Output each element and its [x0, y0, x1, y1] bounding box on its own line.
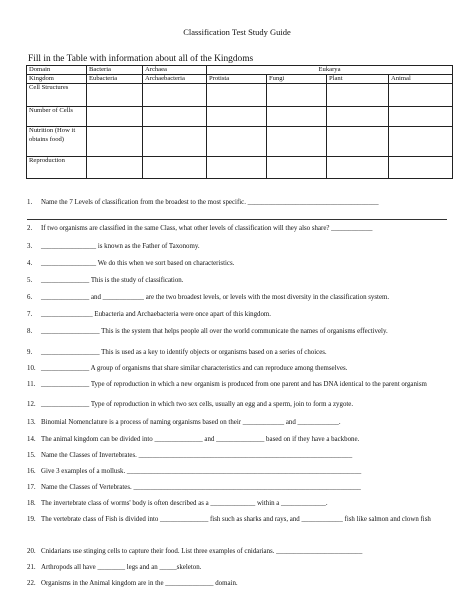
table-cell: Animal — [389, 75, 453, 84]
answer-cell[interactable] — [207, 127, 267, 157]
answer-cell[interactable] — [389, 84, 453, 107]
answer-line[interactable] — [27, 219, 447, 220]
question-number: 12. — [27, 401, 36, 408]
answer-cell[interactable] — [327, 84, 389, 107]
question-number: 13. — [27, 419, 36, 426]
question-number: 4. — [27, 260, 33, 267]
table-cell: Protista — [207, 75, 267, 84]
question-7 — [27, 310, 449, 321]
question-11 — [27, 380, 449, 391]
question-number: 1. — [27, 199, 33, 206]
question-15 — [27, 451, 449, 462]
answer-cell[interactable] — [267, 127, 327, 157]
answer-cell[interactable] — [327, 107, 389, 127]
answer-cell[interactable] — [143, 84, 207, 107]
question-number: 18. — [27, 500, 36, 507]
answer-cell[interactable] — [87, 157, 143, 179]
question-text: ______________ A group of organisms that share similar characteristics and can reproduce among themselves. — [41, 365, 348, 372]
question-text: Binomial Nomenclature is a process of naming organisms based on their ____________ and ____________. — [41, 419, 341, 426]
question-text: The animal kingdom can be divided into ______________ and ______________ based on if they have a backbone. — [41, 436, 360, 443]
table-row-nutrition — [27, 127, 453, 157]
answer-cell[interactable] — [143, 157, 207, 179]
question-number: 14. — [27, 436, 36, 443]
table-row-domain — [27, 66, 453, 75]
table-cell: Eubacteria — [87, 75, 143, 84]
answer-cell[interactable] — [207, 84, 267, 107]
question-4 — [27, 259, 449, 270]
question-text: ________________ is known as the Father of Taxonomy. — [41, 243, 200, 250]
table-row-label: Reproduction — [27, 157, 87, 179]
question-22 — [27, 579, 449, 590]
question-text: ______________ and ____________ are the two broadest levels, or levels with the most diversity in the classification system. — [41, 294, 390, 301]
answer-cell[interactable] — [207, 157, 267, 179]
kingdoms-table — [26, 65, 453, 179]
question-12 — [27, 400, 449, 411]
answer-cell[interactable] — [207, 107, 267, 127]
question-13 — [27, 418, 449, 429]
question-1 — [27, 198, 449, 209]
table-row-kingdom — [27, 75, 453, 84]
question-8 — [27, 327, 449, 338]
answer-cell[interactable] — [267, 84, 327, 107]
question-5 — [27, 276, 449, 287]
table-cell: Eukarya — [207, 66, 453, 75]
question-number: 7. — [27, 311, 33, 318]
table-cell: Archaea — [143, 66, 207, 75]
answer-cell[interactable] — [327, 127, 389, 157]
question-text: ________________ We do this when we sort based on characteristics. — [41, 260, 235, 267]
question-19 — [27, 515, 449, 526]
question-number: 16. — [27, 468, 36, 475]
table-cell: Plant — [327, 75, 389, 84]
table-cell: Kingdom — [27, 75, 87, 84]
answer-cell[interactable] — [389, 157, 453, 179]
question-text: Name the Classes of Invertebrates. ______________________________________________________________ — [41, 452, 353, 459]
question-number: 21. — [27, 564, 36, 571]
table-cell: Fungi — [267, 75, 327, 84]
question-18 — [27, 499, 449, 510]
answer-cell[interactable] — [267, 157, 327, 179]
question-20 — [27, 547, 449, 558]
question-text: Name the 7 Levels of classification from the broadest to the most specific. ______________________________________ — [41, 199, 379, 206]
question-text: Organisms in the Animal kingdom are in the ______________ domain. — [41, 580, 238, 587]
table-heading: Fill in the Table with information about all of the Kingdoms — [28, 54, 254, 64]
question-14 — [27, 435, 449, 446]
question-number: 5. — [27, 277, 33, 284]
question-number: 6. — [27, 294, 33, 301]
question-text: _________________ This is the system that helps people all over the world communicate the names of organisms effectively. — [41, 328, 388, 335]
question-text: The invertebrate class of worms' body is often described as a _____________ within a _____________. — [41, 500, 328, 507]
question-text: Give 3 examples of a mollusk. ____________________________________________________________________ — [41, 468, 362, 475]
question-17 — [27, 483, 449, 494]
answer-cell[interactable] — [87, 84, 143, 107]
question-number: 2. — [27, 225, 33, 232]
question-number: 22. — [27, 580, 36, 587]
question-number: 15. — [27, 452, 36, 459]
question-number: 10. — [27, 365, 36, 372]
question-text: Cnidarians use stinging cells to capture their food. List three examples of cnidarians. _________________________ — [41, 548, 363, 555]
question-3 — [27, 242, 449, 253]
answer-cell[interactable] — [143, 127, 207, 157]
question-text: _________________ This is used as a key to identify objects or organisms based on a series of choices. — [41, 349, 327, 356]
answer-cell[interactable] — [327, 157, 389, 179]
question-text: If two organisms are classified in the same Class, what other levels of classification will they also share? ____________ — [41, 225, 373, 232]
question-text: ______________ This is the study of classification. — [41, 277, 184, 284]
question-text: Name the Classes of Vertebrates. __________________________________________________________________ — [41, 484, 361, 491]
answer-cell[interactable] — [389, 127, 453, 157]
question-number: 20. — [27, 548, 36, 555]
question-text: ______________ Type of reproduction in which a new organism is produced from one parent and has DNA identical to the parent organism — [41, 381, 427, 388]
table-row-cell-structures — [27, 84, 453, 107]
question-6 — [27, 293, 449, 304]
table-row-label: Number of Cells — [27, 107, 87, 127]
table-row-reproduction — [27, 157, 453, 179]
question-number: 8. — [27, 328, 33, 335]
table-cell: Archaebacteria — [143, 75, 207, 84]
answer-cell[interactable] — [389, 107, 453, 127]
question-9 — [27, 348, 449, 359]
question-16 — [27, 467, 449, 478]
table-row-label: Nutrition (How it obtains food) — [27, 127, 87, 157]
question-text: The vertebrate class of Fish is divided into ______________ fish such as sharks and rays, and ____________ fish like salmon and clown fish — [41, 516, 431, 523]
question-number: 11. — [27, 381, 36, 388]
answer-cell[interactable] — [143, 107, 207, 127]
question-21 — [27, 563, 449, 574]
answer-cell[interactable] — [267, 107, 327, 127]
question-number: 3. — [27, 243, 33, 250]
question-number: 19. — [27, 516, 36, 523]
page-title: Classification Test Study Guide — [183, 27, 291, 37]
question-number: 9. — [27, 349, 33, 356]
answer-cell[interactable] — [87, 107, 143, 127]
question-text: Arthropods all have ________ legs and an _____skeleton. — [41, 564, 202, 571]
question-text: _______________ Eubacteria and Archaebacteria were once apart of this kingdom. — [41, 311, 271, 318]
table-cell: Bacteria — [87, 66, 143, 75]
question-number: 17. — [27, 484, 36, 491]
table-row-label: Cell Structures — [27, 84, 87, 107]
table-row-number-of-cells — [27, 107, 453, 127]
question-10 — [27, 364, 449, 375]
table-cell: Domain — [27, 66, 87, 75]
question-text: ______________ Type of reproduction in which two sex cells, usually an egg and a sperm, join to form a zygote. — [41, 401, 354, 408]
question-2 — [27, 224, 449, 235]
answer-cell[interactable] — [87, 127, 143, 157]
